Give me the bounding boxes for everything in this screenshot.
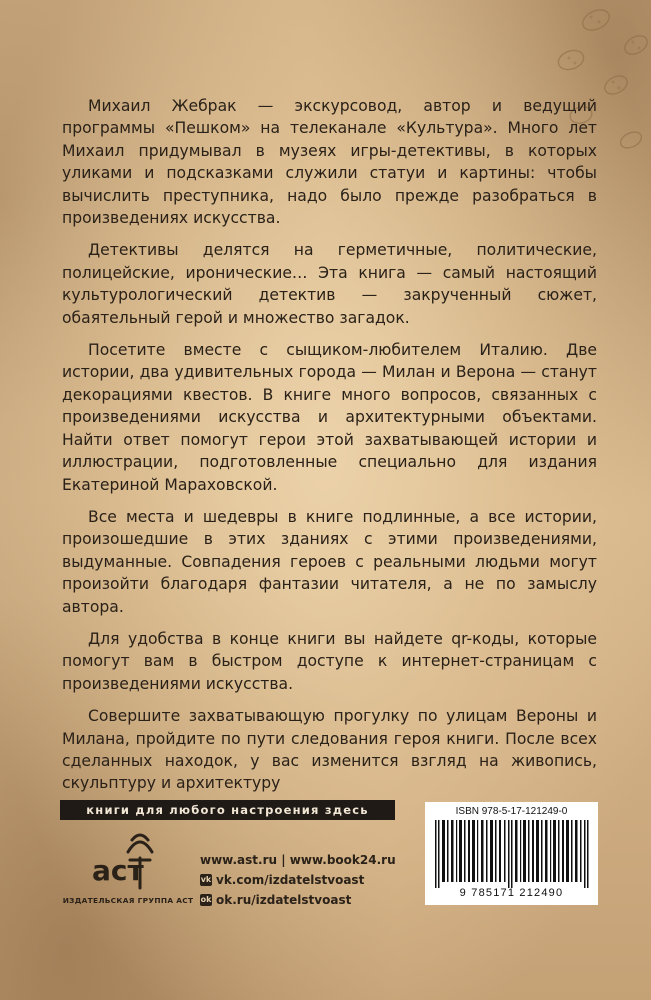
ok-icon: ok <box>200 895 212 904</box>
barcode-graphic <box>431 820 592 888</box>
isbn-barcode-box <box>425 802 598 905</box>
websites-row <box>200 850 396 870</box>
publisher-links <box>200 850 396 910</box>
paragraph-1: Михаил Жебрак — экскурсовод, автор и ведущий программы «Пешком» на телеканале «Культура». Много лет Михаил придумывал в музеях игры-детективы, в которых уликами и подсказками служили статуи и картины: чтобы вычислить преступника, надо было прежде разобраться в произведениях искусства. <box>62 97 597 228</box>
barcode-digits: 9 785171 212490 <box>459 887 564 899</box>
isbn-number: ISBN 978-5-17-121249-0 <box>455 806 568 817</box>
paragraph-5: Для удобства в конце книги вы найдете qr-коды, которые помогут вам в быстром доступе к интернет-страницам с произведениями искусства. <box>62 629 597 693</box>
vk-link[interactable]: vk.com/izdatelstvoast <box>216 873 365 887</box>
publisher-imprint: ИЗДАТЕЛЬСКАЯ ГРУППА АСТ <box>62 896 194 905</box>
vk-row <box>200 870 396 890</box>
ok-row <box>200 890 396 910</box>
paragraph-4: Все места и шедевры в книге подлинные, а все истории, произошедшие в этих зданиях с этими произведениями, выдуманные. Совпадения героев с реальными людьми могут произойти благодаря фантазии читателя, а не по замыслу автора. <box>62 507 597 616</box>
description-text <box>62 95 597 805</box>
paragraph-3: Посетите вместе с сыщиком-любителем Италию. Две истории, два удивительных города — Милан и Верона — станут декорациями квестов. В книге много вопросов, связанных с произведениями искусства и архитектурными объектами. Найти ответ помогут герои этой захватывающей истории и иллюстрации, подготовленные специально для издания Екатериной Мараховской. <box>62 341 597 494</box>
ok-link[interactable]: ok.ru/izdatelstvoast <box>216 893 352 907</box>
paragraph-6: Совершите захватывающую прогулку по улицам Вероны и Милана, пройдите по пути следования героя книги. После всех сделанных находок, у вас изменится взгляд на живопись, скульптуру и архитектуру <box>62 707 597 793</box>
logo-text: аст <box>92 854 144 887</box>
ast-logo <box>80 830 180 892</box>
paragraph-2: Детективы делятся на герметичные, политические, полицейские, иронические… Эта книга — самый настоящий культурологический детектив — закрученный сюжет, обаятельный герой и множество загадок. <box>62 241 597 327</box>
tagline-bar: книги для любого настроения здесь <box>60 800 395 820</box>
vk-icon: vk <box>200 875 212 884</box>
websites-link[interactable]: www.ast.ru | www.book24.ru <box>200 853 396 867</box>
